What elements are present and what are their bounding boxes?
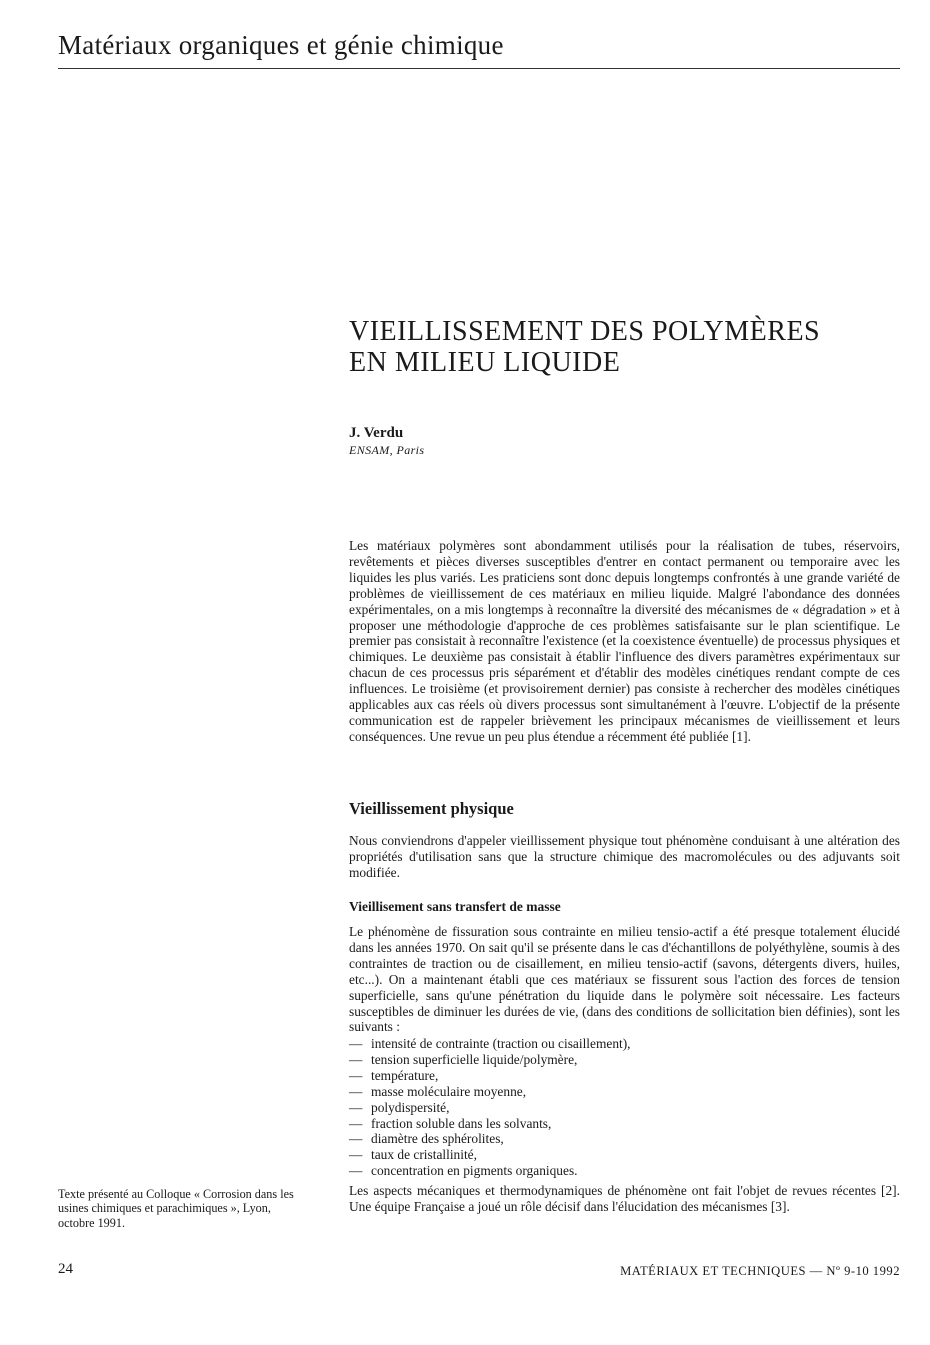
closing-paragraph: Les aspects mécaniques et thermodynamiques de phénomène ont fait l'objet de revues récentes [2]. Une équipe Française a joué un rôle décisif dans l'élucidation des mécanismes [3]. [349,1183,900,1214]
article-title-line-2: EN MILIEU LIQUIDE [349,347,621,378]
list-item-text: taux de cristallinité, [371,1147,477,1163]
list-item [349,1084,900,1100]
section-heading: Vieillissement physique [349,799,514,818]
list-item [349,1163,900,1179]
list-item [349,1036,900,1052]
list-item [349,1147,900,1163]
dash-bullet: — [349,1131,363,1147]
running-title: Matériaux organiques et génie chimique [58,30,504,60]
subsection-paragraph: Le phénomène de fissuration sous contrainte en milieu tensio-actif a été presque totalement élucidé dans les années 1970. On sait qu'il se présente dans le cas d'échantillons de polyéthylène, soumis à des contraintes de traction ou de cisaillement, en milieu tensio-actif (savons, détergents divers, huiles, etc...). On a maintenant établi que ces matériaux se fissurent sous l'action des forces de tension superficielle, sans qu'une pénétration du liquide dans le polymère soit nécessaire. Les facteurs susceptibles de diminuer les durées de vie, (dans des conditions de sollicitation bien définies), sont les suivants : [349,924,900,1035]
dash-bullet: — [349,1147,363,1163]
dash-bullet: — [349,1067,363,1083]
list-item-text: concentration en pigments organiques. [371,1163,578,1179]
page-number: 24 [58,1261,73,1277]
subsection-heading: Vieillisement sans transfert de masse [349,899,561,914]
author-name: J. Verdu [349,425,404,441]
list-item-text: température, [371,1067,439,1083]
header-divider [58,68,900,69]
section-paragraph: Nous conviendrons d'appeler vieillissement physique tout phénomène conduisant à une altération des propriétés d'utilisation sans que la structure chimique des macromolécules ou des adjuvants soit modifiée. [349,833,900,880]
dash-bullet: — [349,1099,363,1115]
footnote: Texte présenté au Colloque « Corrosion dans les usines chimiques et parachimiques », Lyon, octobre 1991. [58,1187,294,1230]
article-title [349,316,820,378]
list-item-text: diamètre des sphérolites, [371,1131,504,1147]
dash-bullet: — [349,1163,363,1179]
list-item-text: intensité de contrainte (traction ou cisaillement), [371,1036,631,1051]
list-item [349,1052,900,1068]
list-item [349,1131,900,1147]
dash-bullet: — [349,1036,363,1051]
list-item-text: tension superficielle liquide/polymère, [371,1051,578,1067]
factor-list [349,1036,900,1179]
abstract-paragraph: Les matériaux polymères sont abondamment utilisés pour la réalisation de tubes, réservoirs, revêtements et pièces diverses susceptibles d'entrer en contact permanent ou temporaire avec les liquides les plus variés. Les praticiens sont donc depuis longtemps confrontés à une grande variété de problèmes de vieillissement de ces matériaux en milieu liquide. Malgré l'abondance des données expérimentales, on a mis longtemps à reconnaître la diversité des mécanismes de « dégradation » et à proposer une méthodologie d'approche de ces problèmes satisfaisante sur le plan scientifique. Le premier pas consistait à reconnaître l'existence (et la coexistence éventuelle) de processus physiques et chimiques. Le deuxième pas consistait à établir l'influence des divers paramètres expérimentaux sur chacun de ces processus pris séparément et d'établir des modèles cinétiques rendant compte de ces influences. Le troisième (et provisoirement dernier) pas consiste à rechercher des modèles cinétiques applicables aux cas réels où divers processus sont simultanément à l'œuvre. L'objectif de la présente communication est de rappeler brièvement les principaux mécanismes de vieillissement et leurs conséquences. Une revue un peu plus étendue a récemment été publiée [1]. [349,538,900,744]
journal-footer: MATÉRIAUX ET TECHNIQUES — Nº 9-10 1992 [620,1264,900,1278]
author-affiliation: ENSAM, Paris [349,443,425,457]
list-item [349,1100,900,1116]
dash-bullet: — [349,1051,363,1067]
list-item-text: masse moléculaire moyenne, [371,1083,527,1099]
dash-bullet: — [349,1115,363,1131]
list-item [349,1116,900,1132]
list-item-text: fraction soluble dans les solvants, [371,1115,552,1131]
list-item [349,1068,900,1084]
dash-bullet: — [349,1083,363,1099]
article-title-line-1: VIEILLISSEMENT DES POLYMÈRES [349,316,821,347]
list-item-text: polydispersité, [371,1099,450,1115]
